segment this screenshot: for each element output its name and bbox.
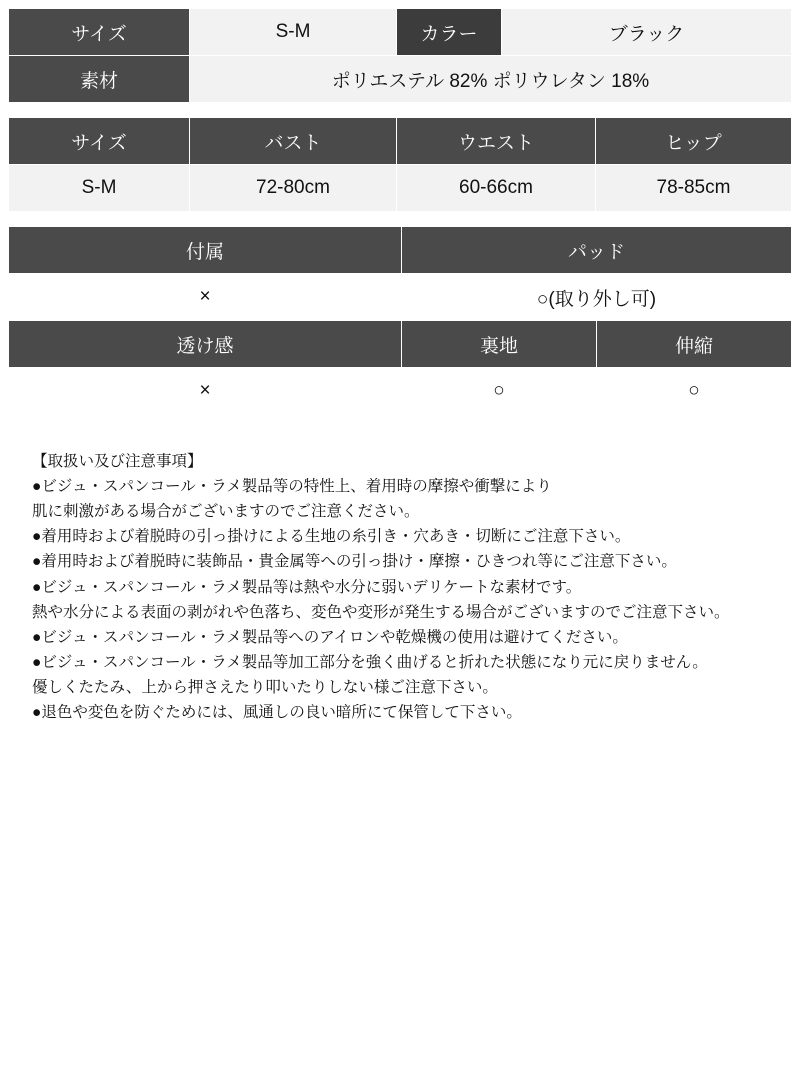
- feature-value-accessory: ×: [9, 274, 402, 321]
- measure-header-bust: バスト: [190, 118, 397, 165]
- color-label-cell: カラー: [397, 9, 502, 56]
- feature-header-pad: パッド: [402, 227, 792, 274]
- feature-value-lining: ○: [402, 368, 597, 415]
- measure-header-waist: ウエスト: [397, 118, 596, 165]
- basic-spec-table: [8, 8, 792, 103]
- care-note-line: ●ビジュ・スパンコール・ラメ製品等の特性上、着用時の摩擦や衝撃により: [32, 478, 552, 496]
- feature-value-sheer: ×: [9, 368, 402, 415]
- measure-value-waist: 60-66cm: [397, 165, 596, 212]
- measure-value-size: S‐M: [9, 165, 190, 212]
- care-note-line: 肌に刺激がある場合がございますのでご注意ください。: [32, 503, 420, 521]
- table-row: [9, 56, 792, 103]
- table-row: [9, 9, 792, 56]
- feature-header-stretch: 伸縮: [597, 321, 792, 368]
- care-note-line: ●ビジュ・スパンコール・ラメ製品等へのアイロンや乾燥機の使用は避けてください。: [32, 628, 628, 646]
- care-note-line: 優しくたたみ、上から押さえたり叩いたりしない様ご注意下さい。: [32, 678, 498, 696]
- material-label-cell: 素材: [9, 56, 190, 103]
- care-note-line: ●着用時および着脱時に装飾品・貴金属等への引っ掛け・摩擦・ひきつれ等にご注意下さい。: [32, 553, 677, 571]
- color-value-cell: ブラック: [502, 9, 792, 56]
- feature-header-accessory: 付属: [9, 227, 402, 274]
- table-header-row: [9, 118, 792, 165]
- care-note-line: ●着用時および着脱時の引っ掛けによる生地の糸引き・穴あき・切断にご注意下さい。: [32, 528, 631, 546]
- feature-value-pad: ○(取り外し可): [402, 274, 792, 321]
- feature-header-sheer: 透け感: [9, 321, 402, 368]
- table-header-row: [9, 321, 792, 368]
- material-value-cell: ポリエステル 82% ポリウレタン 18%: [190, 56, 792, 103]
- table-header-row: [9, 227, 792, 274]
- table-row: [9, 368, 792, 415]
- table-row: [9, 165, 792, 212]
- measure-header-size: サイズ: [9, 118, 190, 165]
- feature-value-stretch: ○: [597, 368, 792, 415]
- care-note-line: ●ビジュ・スパンコール・ラメ製品等加工部分を強く曲げると折れた状態になり元に戻りません。: [32, 653, 708, 671]
- care-notes: [32, 449, 792, 725]
- care-note-line: ●退色や変色を防ぐためには、風通しの良い暗所にて保管して下さい。: [32, 704, 522, 722]
- size-value-cell: S‐M: [190, 9, 397, 56]
- features-table: [8, 226, 792, 415]
- measure-value-bust: 72-80cm: [190, 165, 397, 212]
- table-row: [9, 274, 792, 321]
- measure-value-hip: 78-85cm: [596, 165, 792, 212]
- measurements-table: [8, 117, 792, 212]
- feature-header-lining: 裏地: [402, 321, 597, 368]
- care-notes-title: 【取扱い及び注意事項】: [32, 453, 203, 470]
- size-label-cell: サイズ: [9, 9, 190, 56]
- care-note-line: 熱や水分による表面の剥がれや色落ち、変色や変形が発生する場合がございますのでご注意下さい。: [32, 603, 730, 621]
- measure-header-hip: ヒップ: [596, 118, 792, 165]
- care-note-line: ●ビジュ・スパンコール・ラメ製品等は熱や水分に弱いデリケートな素材です。: [32, 578, 582, 596]
